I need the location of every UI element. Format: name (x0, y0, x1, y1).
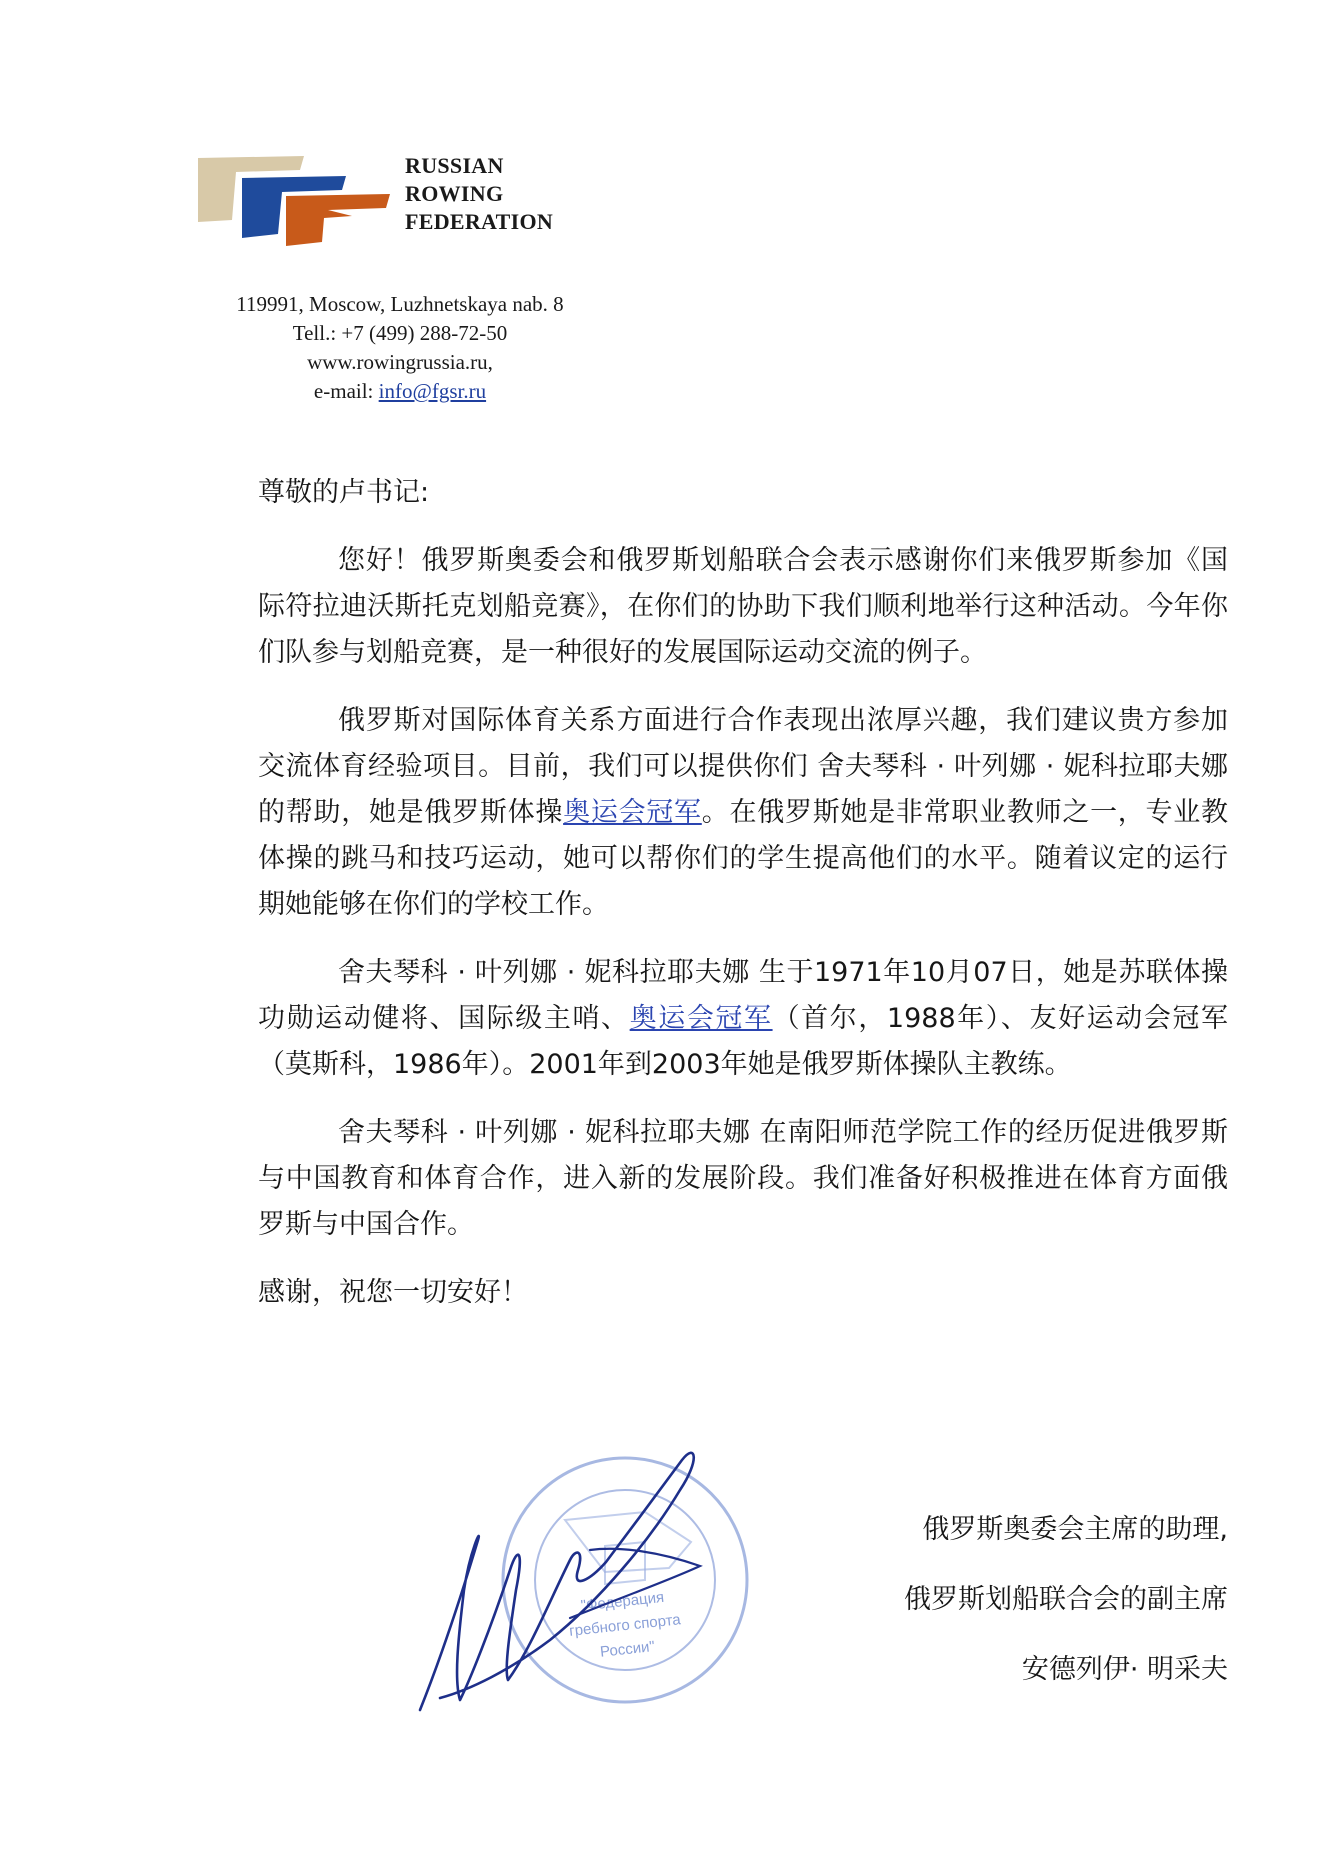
signatory-title-1: 俄罗斯奥委会主席的助理, (922, 1514, 1228, 1545)
email-label: e-mail: (313, 379, 379, 403)
email-line (200, 377, 600, 406)
email-link[interactable]: info@fgsr.ru (378, 379, 487, 403)
stamp-line-1: "Федерация (579, 1588, 665, 1615)
organization-name (405, 152, 553, 236)
address: 119991, Moscow, Luzhnetskaya nab. 8 (236, 292, 564, 316)
paragraph-1: 您好！俄罗斯奥委会和俄罗斯划船联合会表示感谢你们来俄罗斯参加《国际符拉迪沃斯托克划船竞赛》，在你们的协助下我们顺利地举行这种活动。今年你们队参与划船竞赛，是一种很好的发展国际运动交流的例子。 (258, 545, 1228, 668)
paragraph-4: 舍夫琴科 · 叶列娜 · 妮科拉耶夫娜 在南阳师范学院工作的经历促进俄罗斯与中国教育和体育合作，进入新的发展阶段。我们准备好积极推进在体育方面俄罗斯与中国合作。 (258, 1117, 1228, 1240)
paragraph-3-text-b: （首尔，1988年）、友好运动会冠军（莫斯科，1986年）。2001年到2003年她是俄罗斯体操队主教练。 (258, 1003, 1229, 1080)
closing: 感谢，祝您一切安好！ (258, 1277, 528, 1308)
olympic-champion-link-2[interactable]: 奥运会冠军 (629, 1003, 773, 1034)
stamp-line-2: гребного спорта (568, 1611, 682, 1640)
phone: Tell.: +7 (499) 288-72-50 (292, 321, 508, 345)
letter-body (258, 470, 1228, 1316)
website: www.rowingrussia.ru, (307, 350, 493, 374)
paragraph-3-text-a: 舍夫琴科 · 叶列娜 · 妮科拉耶夫娜 生于1971年10月07日，她是苏联体操功勋运动健将、国际级主哨、 (258, 957, 1228, 1034)
paragraph-3 (258, 950, 1228, 1088)
signatory-title-2: 俄罗斯划船联合会的副主席 (904, 1584, 1228, 1615)
org-name-line-1: RUSSIAN (405, 153, 504, 178)
handwritten-signature-icon (400, 1430, 740, 1730)
paragraph-2-text-b: 。在俄罗斯她是非常职业教师之一，专业教体操的跳马和技巧运动，她可以帮你们的学生提高他们的水平。随着议定的运行期她能够在你们的学校工作。 (258, 797, 1229, 920)
org-name-line-2: ROWING (405, 181, 504, 206)
stamp-line-3: России" (599, 1638, 656, 1661)
paragraph-2-text-a: 俄罗斯对国际体育关系方面进行合作表现出浓厚兴趣，我们建议贵方参加交流体育经验项目。目前，我们可以提供你们 舍夫琴科 · 叶列娜 · 妮科拉耶夫娜的帮助，她是俄罗斯体操 (258, 705, 1228, 828)
org-name-line-3: FEDERATION (405, 209, 554, 234)
federation-logo-icon (196, 150, 392, 246)
salutation: 尊敬的卢书记: (258, 477, 430, 508)
signatory-block (904, 1495, 1228, 1705)
paragraph-2 (258, 698, 1228, 928)
contact-block (200, 290, 600, 406)
olympic-champion-link[interactable]: 奥运会冠军 (563, 797, 702, 828)
signatory-name: 安德列伊· 明采夫 (1021, 1654, 1228, 1685)
